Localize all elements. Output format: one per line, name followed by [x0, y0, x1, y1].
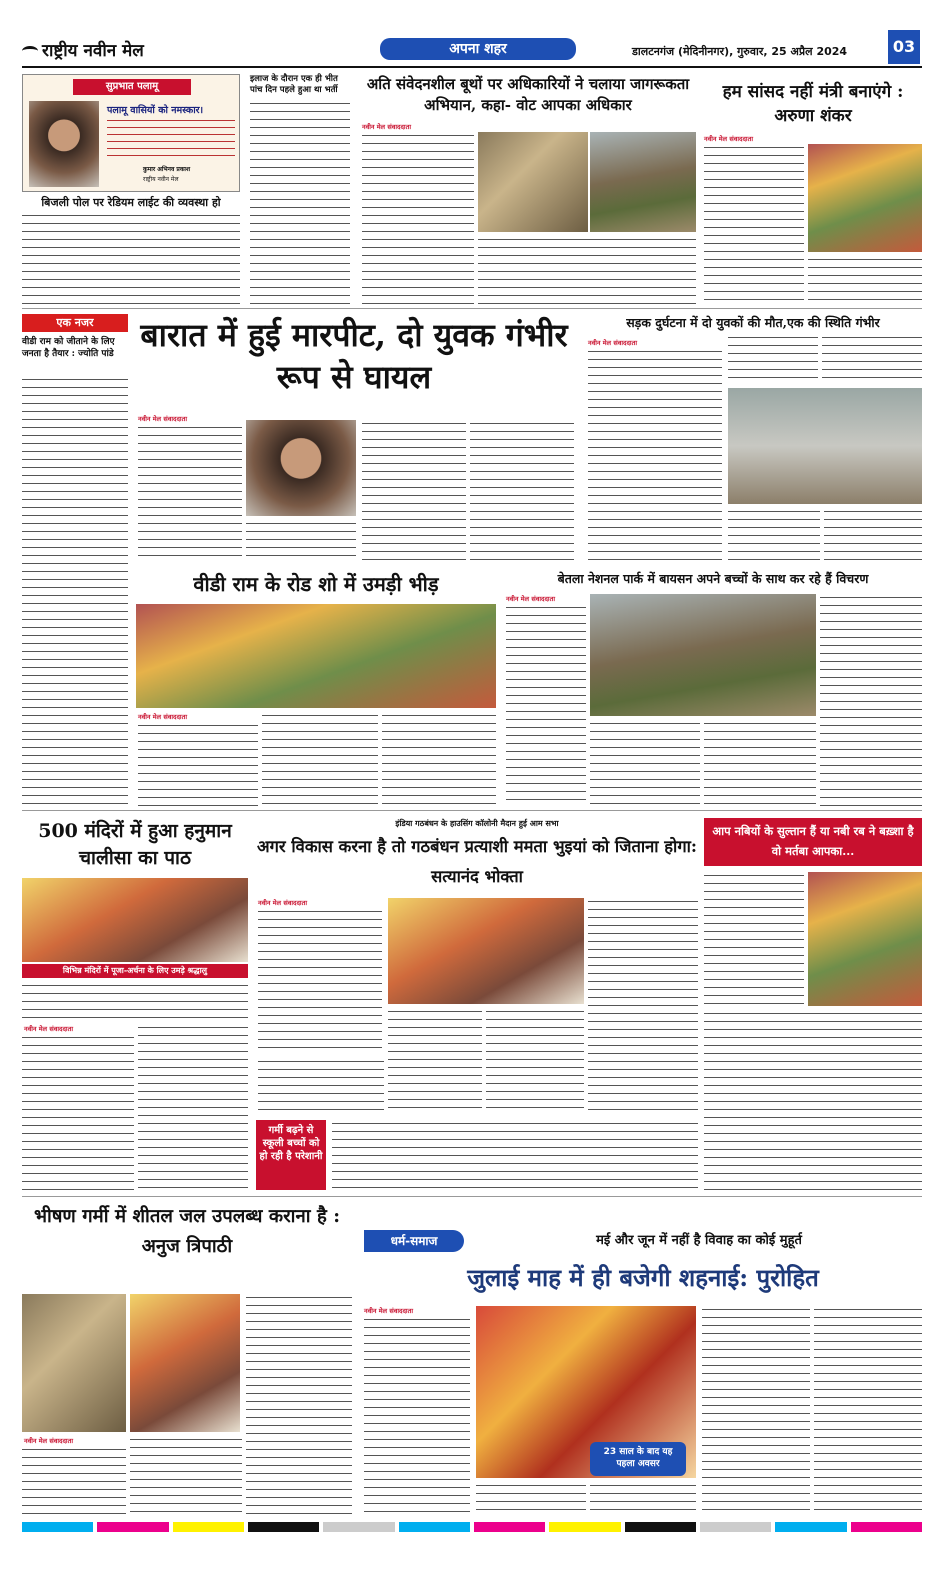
- accident-body-2: [728, 334, 818, 384]
- suprabhat-byline: कुमार अभिनव प्रकाश: [143, 166, 191, 173]
- temples-byline: नवीन मेल संवाददाता: [24, 1025, 73, 1033]
- ek-nazar-tag: एक नजर: [22, 314, 128, 332]
- accident-body-5: [824, 508, 922, 562]
- temples-body-3: [138, 1024, 248, 1190]
- booth-photo-1: [478, 132, 588, 232]
- aruna-headline: हम सांसद नहीं मंत्री बनाएंगे : अरुणा शंकर: [722, 82, 904, 126]
- baraat-body-1: [138, 424, 242, 562]
- suprabhat-role: राष्ट्रीय नवीन मेल: [143, 176, 179, 183]
- betla-body-2: [590, 720, 700, 806]
- accident-byline: नवीन मेल संवाददाता: [588, 339, 637, 347]
- betla-headline: बेतला नेशनल पार्क में बायसन अपने बच्चों के साथ कर रहे हैं विचरण: [557, 571, 869, 586]
- alliance-kicker: इंडिया गठबंधन के हाउसिंग कॉलोनी मैदान हुई आम सभा: [395, 818, 559, 828]
- alliance-byline: नवीन मेल संवाददाता: [258, 899, 307, 907]
- water-headline: भीषण गर्मी में शीतल जल उपलब्ध कराना है : अनुज त्रिपाठी: [33, 1206, 341, 1257]
- betla-body-1: [506, 604, 586, 806]
- roadshow-body-3: [382, 712, 496, 806]
- dharm-headline: जुलाई माह में ही बजेगी शहनाई: पुरोहित: [467, 1263, 819, 1292]
- water-body-3: [246, 1294, 352, 1516]
- suprabhat-title: सुप्रभात पलामू: [73, 79, 191, 95]
- alliance-body-3: [486, 1008, 584, 1114]
- nabi-headline: आप नबियों के सुल्तान हैं या नबी रब ने बख़्शा है वो मर्तबा आपका...: [712, 824, 914, 858]
- accident-body-3: [822, 334, 922, 384]
- ek-nazar-headline: वीडी राम को जीताने के लिए जनता है तैयार : ज्योति पांडे: [22, 337, 115, 359]
- color-strip: [22, 1522, 922, 1532]
- heat-box: गर्मी बढ़ने से स्कूली बच्चों को हो रही है परेशानी: [256, 1120, 326, 1190]
- dharm-kicker: मई और जून में नहीं है विवाह का कोई मुहूर्त: [596, 1233, 802, 1248]
- dharm-body-5: [814, 1306, 922, 1516]
- electric-headline: बिजली पोल पर रेडियम लाईट की व्यवस्था हो: [41, 196, 221, 209]
- accident-photo: [728, 388, 922, 504]
- alliance-body-5: [258, 1058, 384, 1114]
- temples-body-1: [22, 982, 248, 1020]
- nabi-photo: [808, 872, 922, 1006]
- water-body-2: [130, 1436, 242, 1516]
- alliance-body-2: [388, 1008, 482, 1114]
- editor-photo: [29, 101, 99, 187]
- water-byline: नवीन मेल संवाददाता: [24, 1437, 73, 1445]
- bird-icon: [22, 46, 38, 56]
- accident-body-1: [588, 348, 722, 562]
- baraat-byline: नवीन मेल संवाददाता: [138, 415, 187, 423]
- suprabhat-text: [107, 117, 235, 157]
- booth-body-1: [362, 132, 474, 304]
- hospital-headline: इलाज के दौरान एक ही भीत पांच दिन पहले हुआ था भर्ती: [250, 74, 338, 95]
- divider: [22, 810, 922, 811]
- booth-headline: अति संवेदनशील बूथों पर अधिकारियों ने चलाया जागरूकता अभियान, कहा- वोट आपका अधिकार: [366, 75, 690, 114]
- hospital-body: [250, 100, 350, 304]
- temples-body-2: [22, 1034, 134, 1190]
- roadshow-body-2: [262, 712, 378, 806]
- temples-sub: विभिन्न मंदिरों में पूजा-अर्चना के लिए उमड़े श्रद्धालु: [22, 964, 248, 978]
- alliance-headline: अगर विकास करना है तो गठबंधन प्रत्याशी ममता भुइयां को जिताना होगा: सत्यानंद भोक्ता: [256, 837, 697, 886]
- roadshow-byline: नवीन मेल संवाददाता: [138, 713, 187, 721]
- aruna-body-1: [704, 144, 804, 304]
- baraat-body-3: [362, 420, 466, 562]
- water-body-1: [22, 1446, 126, 1516]
- temples-photo: [22, 878, 248, 962]
- nabi-body-1: [704, 872, 804, 1006]
- betla-byline: नवीन मेल संवाददाता: [506, 595, 555, 603]
- booth-photo-2: [590, 132, 696, 232]
- accident-body-4: [728, 508, 820, 562]
- roadshow-photo: [136, 604, 496, 708]
- aruna-byline: नवीन मेल संवाददाता: [704, 135, 753, 143]
- section-tag: अपना शहर: [380, 38, 576, 60]
- dharm-byline: नवीन मेल संवाददाता: [364, 1307, 413, 1315]
- roadshow-body-1: [138, 722, 258, 806]
- alliance-body-1: [258, 908, 382, 1054]
- electric-body: [22, 212, 240, 304]
- suprabhat-box: [22, 74, 240, 192]
- baraat-body-2: [246, 520, 356, 562]
- dateline: डालटनगंज (मेदिनीनगर), गुरुवार, 25 अप्रैल 2024: [632, 45, 848, 58]
- dharm-body-3: [590, 1482, 696, 1516]
- divider: [22, 308, 922, 309]
- photo-caption: 23 साल के बाद यह पहला अवसर: [590, 1442, 686, 1476]
- nabi-body-2: [704, 1010, 922, 1190]
- water-photo-2: [130, 1294, 240, 1432]
- accident-headline: सड़क दुर्घटना में दो युवकों की मौत,एक की स्थिति गंभीर: [626, 315, 880, 330]
- baraat-headline: बारात में हुई मारपीट, दो युवक गंभीर रूप से घायल: [140, 316, 568, 396]
- nabi-banner: [704, 818, 922, 866]
- booth-byline: नवीन मेल संवाददाता: [362, 123, 411, 131]
- injured-photo: [246, 420, 356, 516]
- rally-photo: [388, 898, 584, 1004]
- roadshow-headline: वीडी राम के रोड शो में उमड़ी भीड़: [193, 572, 439, 596]
- ek-nazar-body: [22, 376, 128, 806]
- bison-photo: [590, 594, 816, 716]
- page-number: 03: [888, 30, 920, 64]
- dharm-body-2: [476, 1482, 586, 1516]
- baraat-body-4: [470, 420, 574, 562]
- paper-logo: [22, 38, 144, 61]
- betla-body-4: [820, 594, 922, 806]
- dharm-body-1: [364, 1316, 470, 1516]
- booth-body-2: [478, 236, 696, 304]
- alliance-body-4: [588, 898, 698, 1114]
- temples-headline: 500 मंदिरों में हुआ हनुमान चालीसा का पाठ: [38, 820, 232, 869]
- masthead: [22, 36, 922, 68]
- paper-name: राष्ट्रीय नवीन मेल: [42, 41, 144, 61]
- aruna-photo: [808, 144, 922, 252]
- heat-body: [332, 1120, 698, 1190]
- water-photo-1: [22, 1294, 126, 1432]
- divider: [22, 1196, 922, 1197]
- aruna-body-2: [808, 256, 922, 304]
- dharm-tag: धर्म-समाज: [364, 1230, 464, 1252]
- suprabhat-greeting: पलामू वासियों को नमस्कार।: [107, 105, 204, 116]
- dharm-body-4: [702, 1306, 810, 1516]
- betla-body-3: [704, 720, 816, 806]
